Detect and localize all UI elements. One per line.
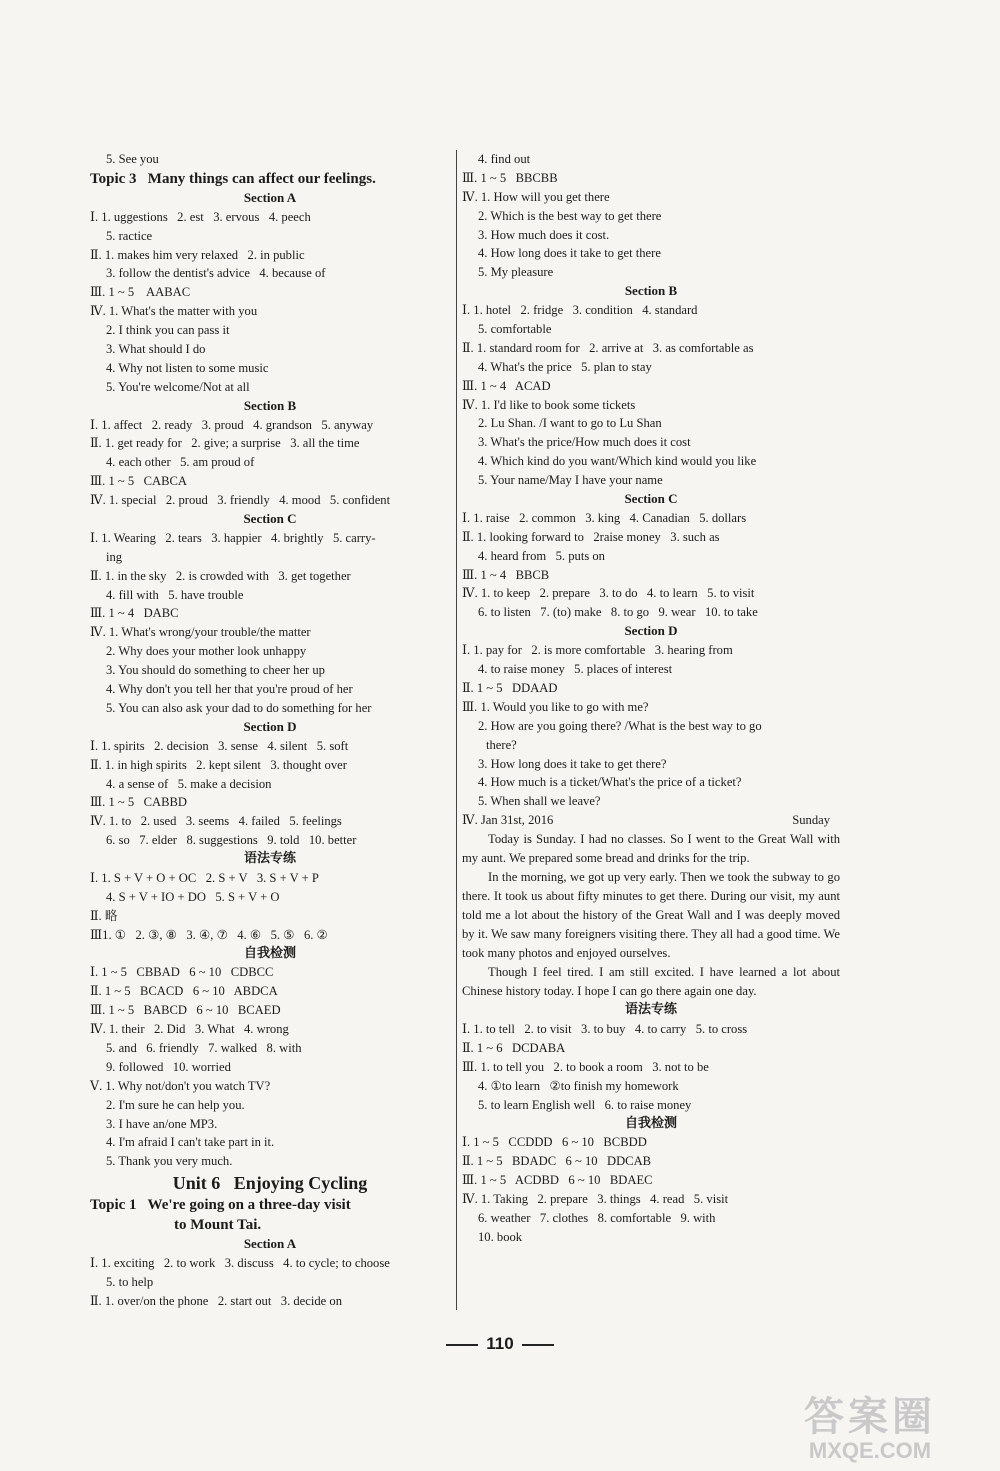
- page-number-block: [0, 1334, 1000, 1354]
- answer-line: 5. ractice: [106, 228, 153, 243]
- answer-line: Ⅴ. 1. Why not/don't you watch TV?: [90, 1078, 271, 1093]
- answer-line: Ⅱ. 1 ~ 5 BDADC 6 ~ 10 DDCAB: [462, 1154, 652, 1169]
- watermark-url: MXQE.COM: [808, 1438, 932, 1463]
- answer-line: Ⅳ. 1. What's wrong/your trouble/the matter: [90, 625, 311, 640]
- answer-line: 5. You're welcome/Not at all: [106, 379, 250, 394]
- answer-line: 4. S + V + IO + DO 5. S + V + O: [106, 889, 280, 904]
- answer-line: Ⅰ. 1. pay for 2. is more comfortable 3. hearing from: [462, 643, 733, 658]
- answer-line: Ⅱ. 1. standard room for 2. arrive at 3. as comfortable as: [462, 340, 754, 355]
- answer-line: Ⅱ. 1 ~ 5 DDAAD: [462, 680, 558, 695]
- answer-line: ing: [106, 549, 123, 564]
- answer-line: 5. Your name/May I have your name: [478, 473, 663, 488]
- section-heading: Section C: [624, 491, 678, 507]
- exercise-heading: 语法专练: [243, 851, 296, 867]
- section-heading: Section A: [243, 189, 297, 205]
- answer-line: 3. What's the price/How much does it cost: [478, 435, 691, 450]
- answer-line: Ⅳ. 1. their 2. Did 3. What 4. wrong: [90, 1022, 289, 1037]
- right-answers-top: [462, 150, 840, 811]
- answer-line: 3. How long does it take to get there?: [478, 756, 667, 771]
- section-heading: Section C: [243, 511, 297, 527]
- section-heading: Section B: [243, 397, 297, 413]
- exercise-heading: 自我检测: [624, 1115, 677, 1131]
- exercise-heading: 自我检测: [243, 945, 296, 961]
- answer-line: 4. I'm afraid I can't take part in it.: [106, 1135, 275, 1150]
- diary-paragraph: Though I feel tired. I am still excited. I have learned a lot about Chinese history today. I hope I can go there again one day.: [462, 965, 840, 999]
- answer-line: Ⅲ. 1 ~ 5 AABAC: [90, 285, 191, 300]
- answer-line: 4. ①to learn ②to finish my homework: [478, 1078, 679, 1093]
- answer-line: Ⅰ. 1. hotel 2. fridge 3. condition 4. standard: [462, 303, 698, 318]
- answer-line: 4. Why don't you tell her that you're proud of her: [106, 682, 353, 697]
- answer-line: 3. You should do something to cheer her up: [106, 663, 325, 678]
- answer-line: 3. follow the dentist's advice 4. because of: [106, 266, 326, 281]
- answer-line: Ⅲ. 1. to tell you 2. to book a room 3. not to be: [462, 1059, 709, 1074]
- page-number-dash: [522, 1344, 554, 1346]
- answer-line: Ⅲ. 1 ~ 4 BBCB: [462, 567, 550, 582]
- answer-line: 4. Which kind do you want/Which kind would you like: [478, 454, 757, 469]
- answer-line: 3. How much does it cost.: [478, 227, 610, 242]
- column-divider: [456, 150, 457, 1310]
- answer-line: Ⅱ. 1. get ready for 2. give; a surprise 3. all the time: [90, 436, 360, 451]
- answer-line: 5. Thank you very much.: [106, 1154, 233, 1169]
- answer-line: 6. weather 7. clothes 8. comfortable 9. with: [478, 1210, 716, 1225]
- answer-line: there?: [486, 737, 517, 752]
- section-heading: Section D: [243, 718, 297, 734]
- answer-line: Ⅳ. 1. I'd like to book some tickets: [462, 397, 636, 412]
- answer-line: 5. comfortable: [478, 322, 552, 337]
- page-number: 110: [486, 1334, 514, 1353]
- answer-line: 5. My pleasure: [478, 265, 554, 280]
- watermark: [770, 1395, 970, 1465]
- answer-line: Ⅲ. 1 ~ 5 BBCBB: [462, 170, 558, 185]
- diary-paragraph: Today is Sunday. I had no classes. So I went to the Great Wall with my aunt. We prepared some bread and drinks for the trip.: [462, 832, 840, 866]
- answer-line: Ⅰ. 1. exciting 2. to work 3. discuss 4. to cycle; to choose: [90, 1256, 390, 1271]
- answer-line: Ⅰ. 1. spirits 2. decision 3. sense 4. silent 5. soft: [90, 738, 349, 753]
- topic-heading: to Mount Tai.: [174, 1217, 262, 1234]
- answer-line: 4. find out: [478, 152, 531, 166]
- answer-line: 5. to help: [106, 1274, 154, 1289]
- answer-line: 4. What's the price 5. plan to stay: [478, 359, 652, 374]
- exercise-heading: 语法专练: [624, 1002, 677, 1018]
- section-heading: Section D: [624, 623, 678, 639]
- answer-line: Ⅳ. 1. Taking 2. prepare 3. things 4. read 5. visit: [462, 1192, 729, 1207]
- topic-heading: Topic 1 We're going on a three-day visit: [90, 1197, 351, 1214]
- answer-line: 2. Which is the best way to get there: [478, 208, 662, 223]
- answer-line: 4. a sense of 5. make a decision: [106, 776, 272, 791]
- answer-line: Ⅳ. 1. special 2. proud 3. friendly 4. mood 5. confident: [90, 493, 391, 508]
- answer-line: 3. What should I do: [106, 342, 206, 357]
- answer-line: Ⅰ. 1 ~ 5 CBBAD 6 ~ 10 CDBCC: [90, 965, 274, 980]
- answer-line: 9. followed 10. worried: [106, 1059, 231, 1074]
- answer-line: 10. book: [478, 1229, 523, 1244]
- answer-line: Ⅰ. 1 ~ 5 CCDDD 6 ~ 10 BCBDD: [462, 1135, 647, 1150]
- watermark-logo: 答案圈: [804, 1395, 936, 1439]
- answer-line: Ⅲ. 1 ~ 4 DABC: [90, 606, 179, 621]
- answer-line: 2. Why does your mother look unhappy: [106, 644, 307, 659]
- answer-line: Ⅲ. 1 ~ 5 BABCD 6 ~ 10 BCAED: [90, 1003, 281, 1018]
- answer-line: 4. How much is a ticket/What's the price of a ticket?: [478, 775, 742, 790]
- diary-date: Ⅳ. Jan 31st, 2016: [462, 813, 554, 828]
- answer-line: 2. Lu Shan. /I want to go to Lu Shan: [478, 416, 662, 431]
- diary-weekday: Sunday: [792, 813, 830, 828]
- answer-line: Ⅲ. 1. Would you like to go with me?: [462, 699, 649, 714]
- answer-line: Ⅰ. 1. S + V + O + OC 2. S + V 3. S + V + P: [90, 870, 319, 885]
- answer-line: 4. heard from 5. puts on: [478, 548, 605, 563]
- answer-line: 5. When shall we leave?: [478, 794, 601, 809]
- right-answers-bottom: [462, 1001, 840, 1247]
- answer-line: Ⅰ. 1. uggestions 2. est 3. ervous 4. peech: [90, 209, 311, 224]
- answer-line: Ⅳ. 1. What's the matter with you: [90, 304, 258, 319]
- answer-line: Ⅰ. 1. to tell 2. to visit 3. to buy 4. to carry 5. to cross: [462, 1022, 748, 1037]
- answer-line: Ⅲ. 1 ~ 5 ACDBD 6 ~ 10 BDAEC: [462, 1173, 653, 1188]
- answer-line: Ⅳ. 1. to keep 2. prepare 3. to do 4. to learn 5. to visit: [462, 586, 755, 601]
- answer-line: Ⅲ. 1 ~ 4 ACAD: [462, 378, 551, 393]
- answer-line: Ⅲ1. ① 2. ③, ⑧ 3. ④, ⑦ 4. ⑥ 5. ⑤ 6. ②: [90, 927, 328, 942]
- answer-line: 4. to raise money 5. places of interest: [478, 662, 673, 677]
- answer-line: 6. to listen 7. (to) make 8. to go 9. wear 10. to take: [478, 605, 758, 620]
- answer-line: Ⅱ. 略: [90, 908, 118, 923]
- answer-line: 5. and 6. friendly 7. walked 8. with: [106, 1040, 302, 1055]
- page-number-dash: [446, 1344, 478, 1346]
- answer-line: 3. I have an/one MP3.: [106, 1116, 218, 1131]
- answer-line: Ⅱ. 1. in high spirits 2. kept silent 3. thought over: [90, 757, 347, 772]
- right-column: [462, 150, 840, 1247]
- answer-line: 2. How are you going there? /What is the best way to go: [478, 718, 762, 733]
- left-column: [90, 150, 450, 1311]
- answer-line: 4. fill with 5. have trouble: [106, 587, 244, 602]
- answer-line: Ⅱ. 1. in the sky 2. is crowded with 3. get together: [90, 568, 351, 583]
- answer-line: Ⅰ. 1. raise 2. common 3. king 4. Canadian 5. dollars: [462, 510, 747, 525]
- answer-line: Ⅱ. 1. over/on the phone 2. start out 3. decide on: [90, 1293, 342, 1308]
- answer-line: Ⅲ. 1 ~ 5 CABBD: [90, 795, 187, 810]
- answer-line: 4. How long does it take to get there: [478, 246, 661, 261]
- section-heading: Section A: [243, 1236, 297, 1252]
- answer-line: Ⅱ. 1 ~ 5 BCACD 6 ~ 10 ABDCA: [90, 984, 278, 999]
- answer-line: 4. each other 5. am proud of: [106, 455, 255, 470]
- answer-line: Ⅱ. 1. looking forward to 2raise money 3. such as: [462, 529, 720, 544]
- answer-line: Ⅱ. 1. makes him very relaxed 2. in public: [90, 247, 305, 262]
- answer-line: 2. I think you can pass it: [106, 323, 230, 338]
- answer-line: 5. to learn English well 6. to raise money: [478, 1097, 692, 1112]
- answer-line: Ⅱ. 1 ~ 6 DCDABA: [462, 1040, 566, 1055]
- answer-line: 4. Why not listen to some music: [106, 360, 269, 375]
- answer-line: Ⅲ. 1 ~ 5 CABCA: [90, 474, 187, 489]
- answer-line: 5. See you: [106, 152, 159, 166]
- answer-line: 6. so 7. elder 8. suggestions 9. told 10. better: [106, 833, 357, 848]
- answer-line: Ⅰ. 1. affect 2. ready 3. proud 4. grandson 5. anyway: [90, 417, 374, 432]
- answer-line: Ⅳ. 1. to 2. used 3. seems 4. failed 5. feelings: [90, 814, 342, 829]
- unit-heading: Unit 6 Enjoying Cycling: [172, 1173, 368, 1194]
- section-heading: Section B: [624, 283, 678, 299]
- answer-line: 5. You can also ask your dad to do something for her: [106, 700, 372, 715]
- diary-paragraph: In the morning, we got up very early. Then we took the subway to go there. It took us about fifty minutes to get there. During our visit, my aunt told me a lot about the history of the Great Wall and I was deeply moved by it. We saw many foreigners visiting there. They all had a good time. We took many photos and enjoyed ourselves.: [462, 870, 840, 961]
- answer-line: Ⅰ. 1. Wearing 2. tears 3. happier 4. brightly 5. carry-: [90, 530, 376, 545]
- answer-line: 2. I'm sure he can help you.: [106, 1097, 245, 1112]
- topic-heading: Topic 3 Many things can affect our feelings.: [90, 170, 376, 187]
- diary-entry: [462, 811, 840, 1001]
- answer-line: Ⅳ. 1. How will you get there: [462, 189, 610, 204]
